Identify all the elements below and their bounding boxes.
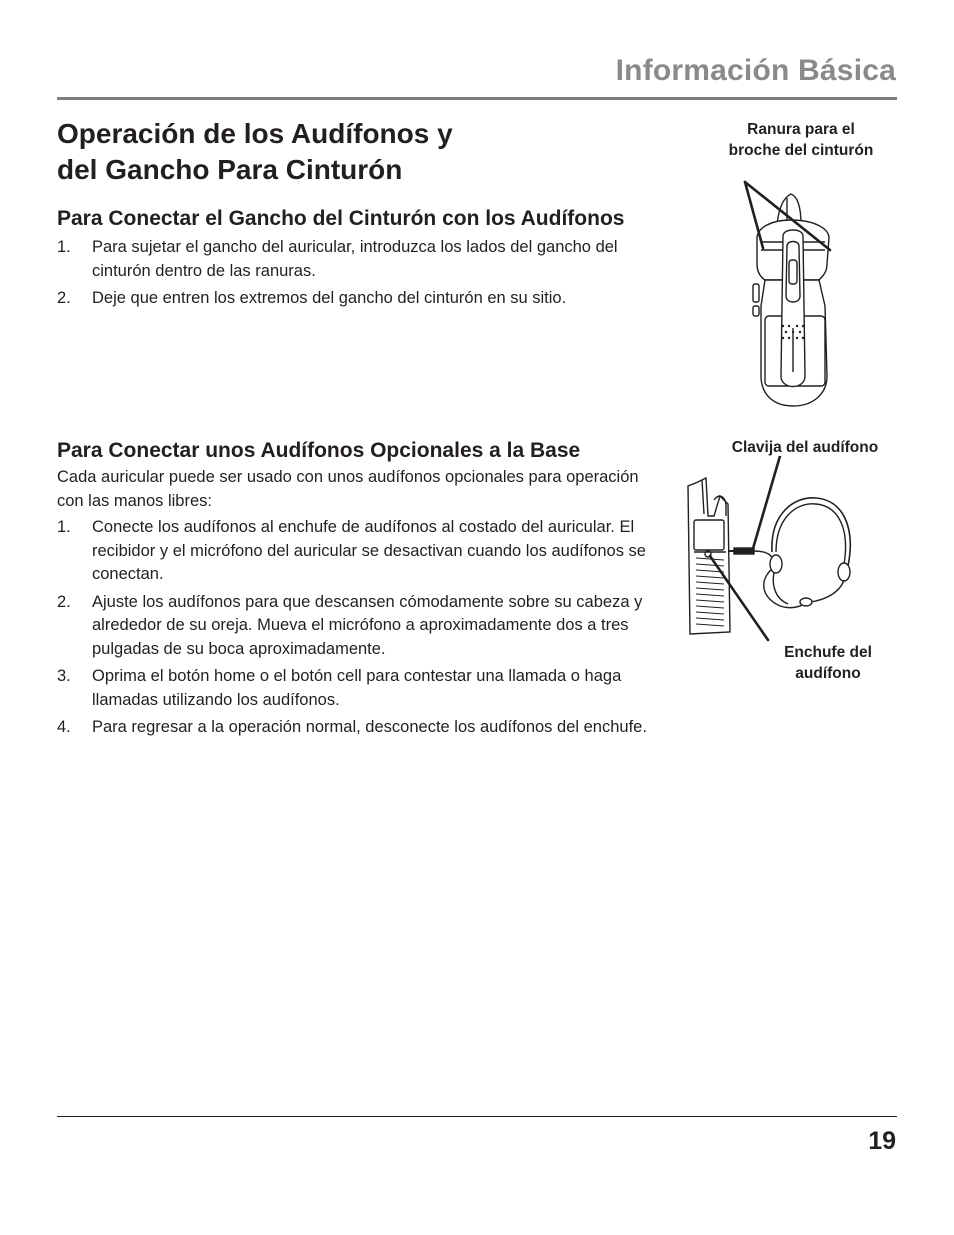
- headset-heading: Para Conectar unos Audífonos Opcionales a la Base: [57, 439, 581, 462]
- page-title-line-1: Operación de los Audífonos y: [57, 118, 453, 149]
- belt-clip-slot-label-line-2: broche del cinturón: [728, 142, 874, 159]
- headset-plug-label: Clavija del audífono: [731, 439, 879, 456]
- header-rule: [57, 97, 897, 100]
- page-number: 19: [868, 1127, 896, 1155]
- step-number: 4.: [57, 718, 71, 736]
- headset-jack-label: [762, 642, 894, 684]
- step-text: Deje que entren los extremos del gancho del cinturón en su sitio.: [92, 289, 567, 307]
- list-item: [57, 716, 657, 740]
- section-header: Información Básica: [615, 54, 896, 87]
- belt-clip-heading: Para Conectar el Gancho del Cinturón con los Audífonos: [57, 207, 625, 230]
- belt-clip-steps: [57, 236, 657, 311]
- footer-rule: [57, 1116, 897, 1117]
- belt-clip-section: [57, 204, 657, 311]
- list-item: [57, 287, 657, 311]
- step-number: 1.: [57, 238, 71, 256]
- handset-back-illustration: [735, 176, 845, 410]
- step-text: Para sujetar el gancho del auricular, introduzca los lados del gancho del cinturón dentro de las ranuras.: [92, 238, 618, 280]
- headset-connection-illustration: [684, 456, 864, 646]
- headset-steps: [57, 516, 657, 740]
- belt-clip-slot-label-line-1: Ranura para el: [747, 121, 855, 138]
- list-item: [57, 591, 657, 662]
- step-text: Para regresar a la operación normal, desconecte los audífonos del enchufe.: [92, 718, 647, 736]
- step-number: 2.: [57, 289, 71, 307]
- belt-clip-slot-label: [706, 119, 896, 161]
- page-title-line-2: del Gancho Para Cinturón: [57, 154, 403, 185]
- list-item: [57, 236, 657, 283]
- step-text: Ajuste los audífonos para que descansen cómodamente sobre su cabeza y alrededor de su oreja. Mueva el micrófono a aproximadamente dos a tres pulgadas de su boca aproximadamente.: [92, 592, 643, 658]
- step-text: Oprima el botón home o el botón cell para contestar una llamada o haga llamadas utilizando los audífonos.: [92, 667, 622, 709]
- list-item: [57, 665, 657, 712]
- headset-jack-label-line-2: audífono: [795, 665, 861, 682]
- step-number: 3.: [57, 667, 71, 685]
- page-title: [57, 116, 657, 188]
- step-text: Conecte los audífonos al enchufe de audífonos al costado del auricular. El recibidor y el micrófono del auricular se desactivan cuando los audífonos se conectan.: [92, 518, 646, 583]
- headset-intro: Cada auricular puede ser usado con unos audífonos opcionales para operación con las manos libres:: [57, 468, 639, 510]
- step-number: 1.: [57, 518, 71, 536]
- headset-jack-label-line-1: Enchufe del: [784, 644, 872, 661]
- step-number: 2.: [57, 592, 71, 611]
- headset-section: [57, 436, 657, 740]
- list-item: [57, 516, 657, 587]
